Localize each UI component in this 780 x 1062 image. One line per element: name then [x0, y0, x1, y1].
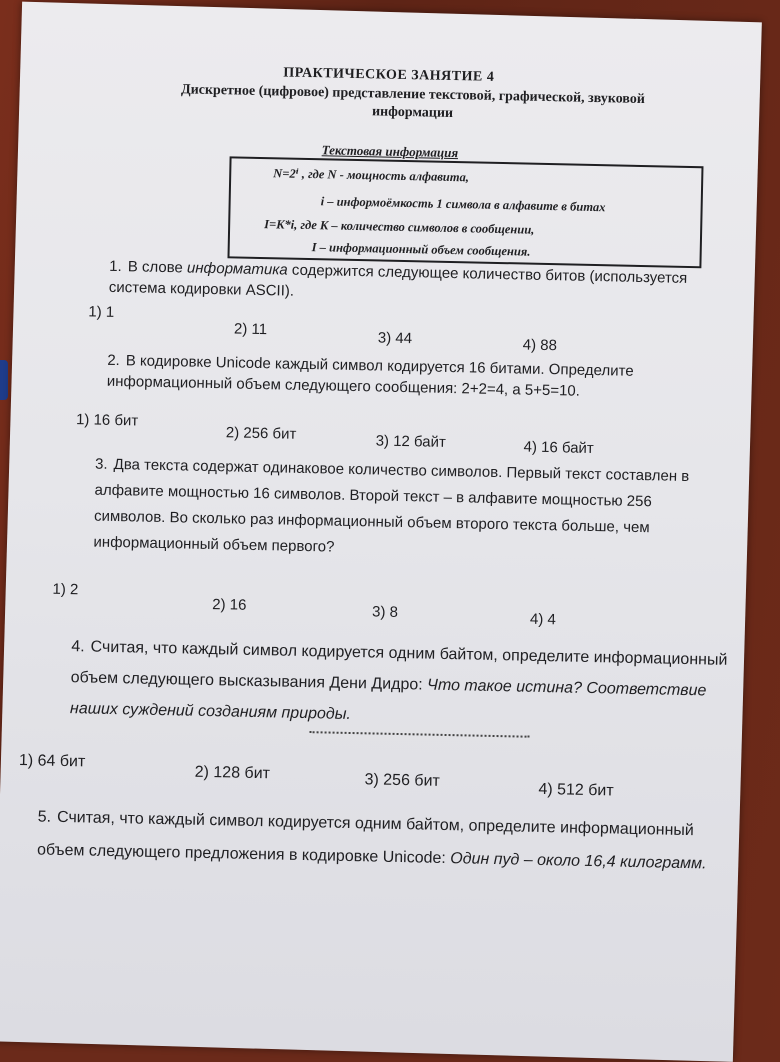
question-number: 3.: [94, 455, 108, 473]
formula-box: [227, 156, 703, 268]
answer-1-2: 2) 11: [233, 320, 268, 339]
question-5: [36, 800, 728, 914]
question-text: В кодировке Unicode каждый символ кодируется 16 битами. Определите информационный объем следующего сообщения: 2+2=4, а 5+5=10.: [106, 352, 634, 400]
answer-4-3: 3) 256 бит: [364, 771, 440, 790]
answer-1-4: 4) 88: [522, 336, 558, 355]
question-text: Считая, что каждый символ кодируется одним байтом, определите информационный объем следующего высказывания Дени Дидро:: [70, 638, 728, 694]
answer-2-3: 3) 12 байт: [375, 432, 447, 451]
answer-3-3: 3) 8: [371, 603, 399, 621]
answer-4-1: 1) 64 бит: [18, 752, 86, 771]
question-text: Считая, что каждый символ кодируется одним байтом, определите информационный объем следующего предложения в кодировке Unicode:: [36, 808, 695, 868]
question-number: 1.: [109, 257, 122, 276]
worksheet-content: [3, 40, 780, 1056]
formula-line-2: i – информоёмкость 1 символа в алфавите в битах: [320, 194, 606, 215]
question-highlight: Один пуд – около 16,4 килограмм.: [450, 850, 707, 873]
question-number: 5.: [37, 808, 52, 826]
question-number: 2.: [107, 351, 121, 370]
question-number: 4.: [71, 638, 85, 656]
question-text: Два текста содержат одинаковое количество символов. Первый текст составлен в алфавите мощностью 16 символов. Второй текст – в алфавите мощностью 256 символов. Во сколько раз информационный объем второго текста больше, чем информационный объем первого?: [93, 455, 690, 556]
pen-edge: [0, 360, 8, 400]
question-4: [70, 631, 732, 738]
formula-line-4: I – информационный объем сообщения.: [311, 240, 531, 259]
answer-2-1: 1) 16 бит: [75, 411, 139, 430]
question-highlight: Что такое истина? Соответствие наших суждений созданиям природы.: [69, 676, 707, 723]
answer-3-1: 1) 2: [52, 580, 79, 599]
answer-2-4: 4) 16 байт: [523, 438, 594, 458]
answer-3-2: 2) 16: [212, 596, 247, 614]
page-title: ПРАКТИЧЕСКОЕ ЗАНЯТИЕ 4: [283, 65, 495, 85]
formula-line-1: N=2ⁱ , где N - мощность алфавита,: [273, 166, 470, 185]
question-2: [107, 350, 718, 405]
answer-1-3: 3) 44: [377, 329, 413, 348]
question-text: В слове: [127, 258, 188, 277]
answer-1-1: 1) 1: [88, 303, 115, 321]
answer-4-2: 2) 128 бит: [194, 763, 271, 783]
formula-line-3: I=K*i, где K – количество символов в сообщении,: [264, 217, 535, 237]
box-caption: Текстовая информация: [321, 142, 459, 161]
answer-3-4: 4) 4: [529, 610, 557, 629]
question-3: [93, 452, 725, 569]
answer-4-4: 4) 512 бит: [538, 780, 614, 800]
question-text: содержится следующее количество битов (используется система кодировки ASCII).: [108, 261, 688, 300]
page-subtitle: Дискретное (цифровое) представление текстовой, графической, звуковой информации: [180, 82, 645, 122]
answer-2-2: 2) 256 бит: [225, 424, 297, 443]
question-highlight: информатика: [186, 259, 288, 279]
